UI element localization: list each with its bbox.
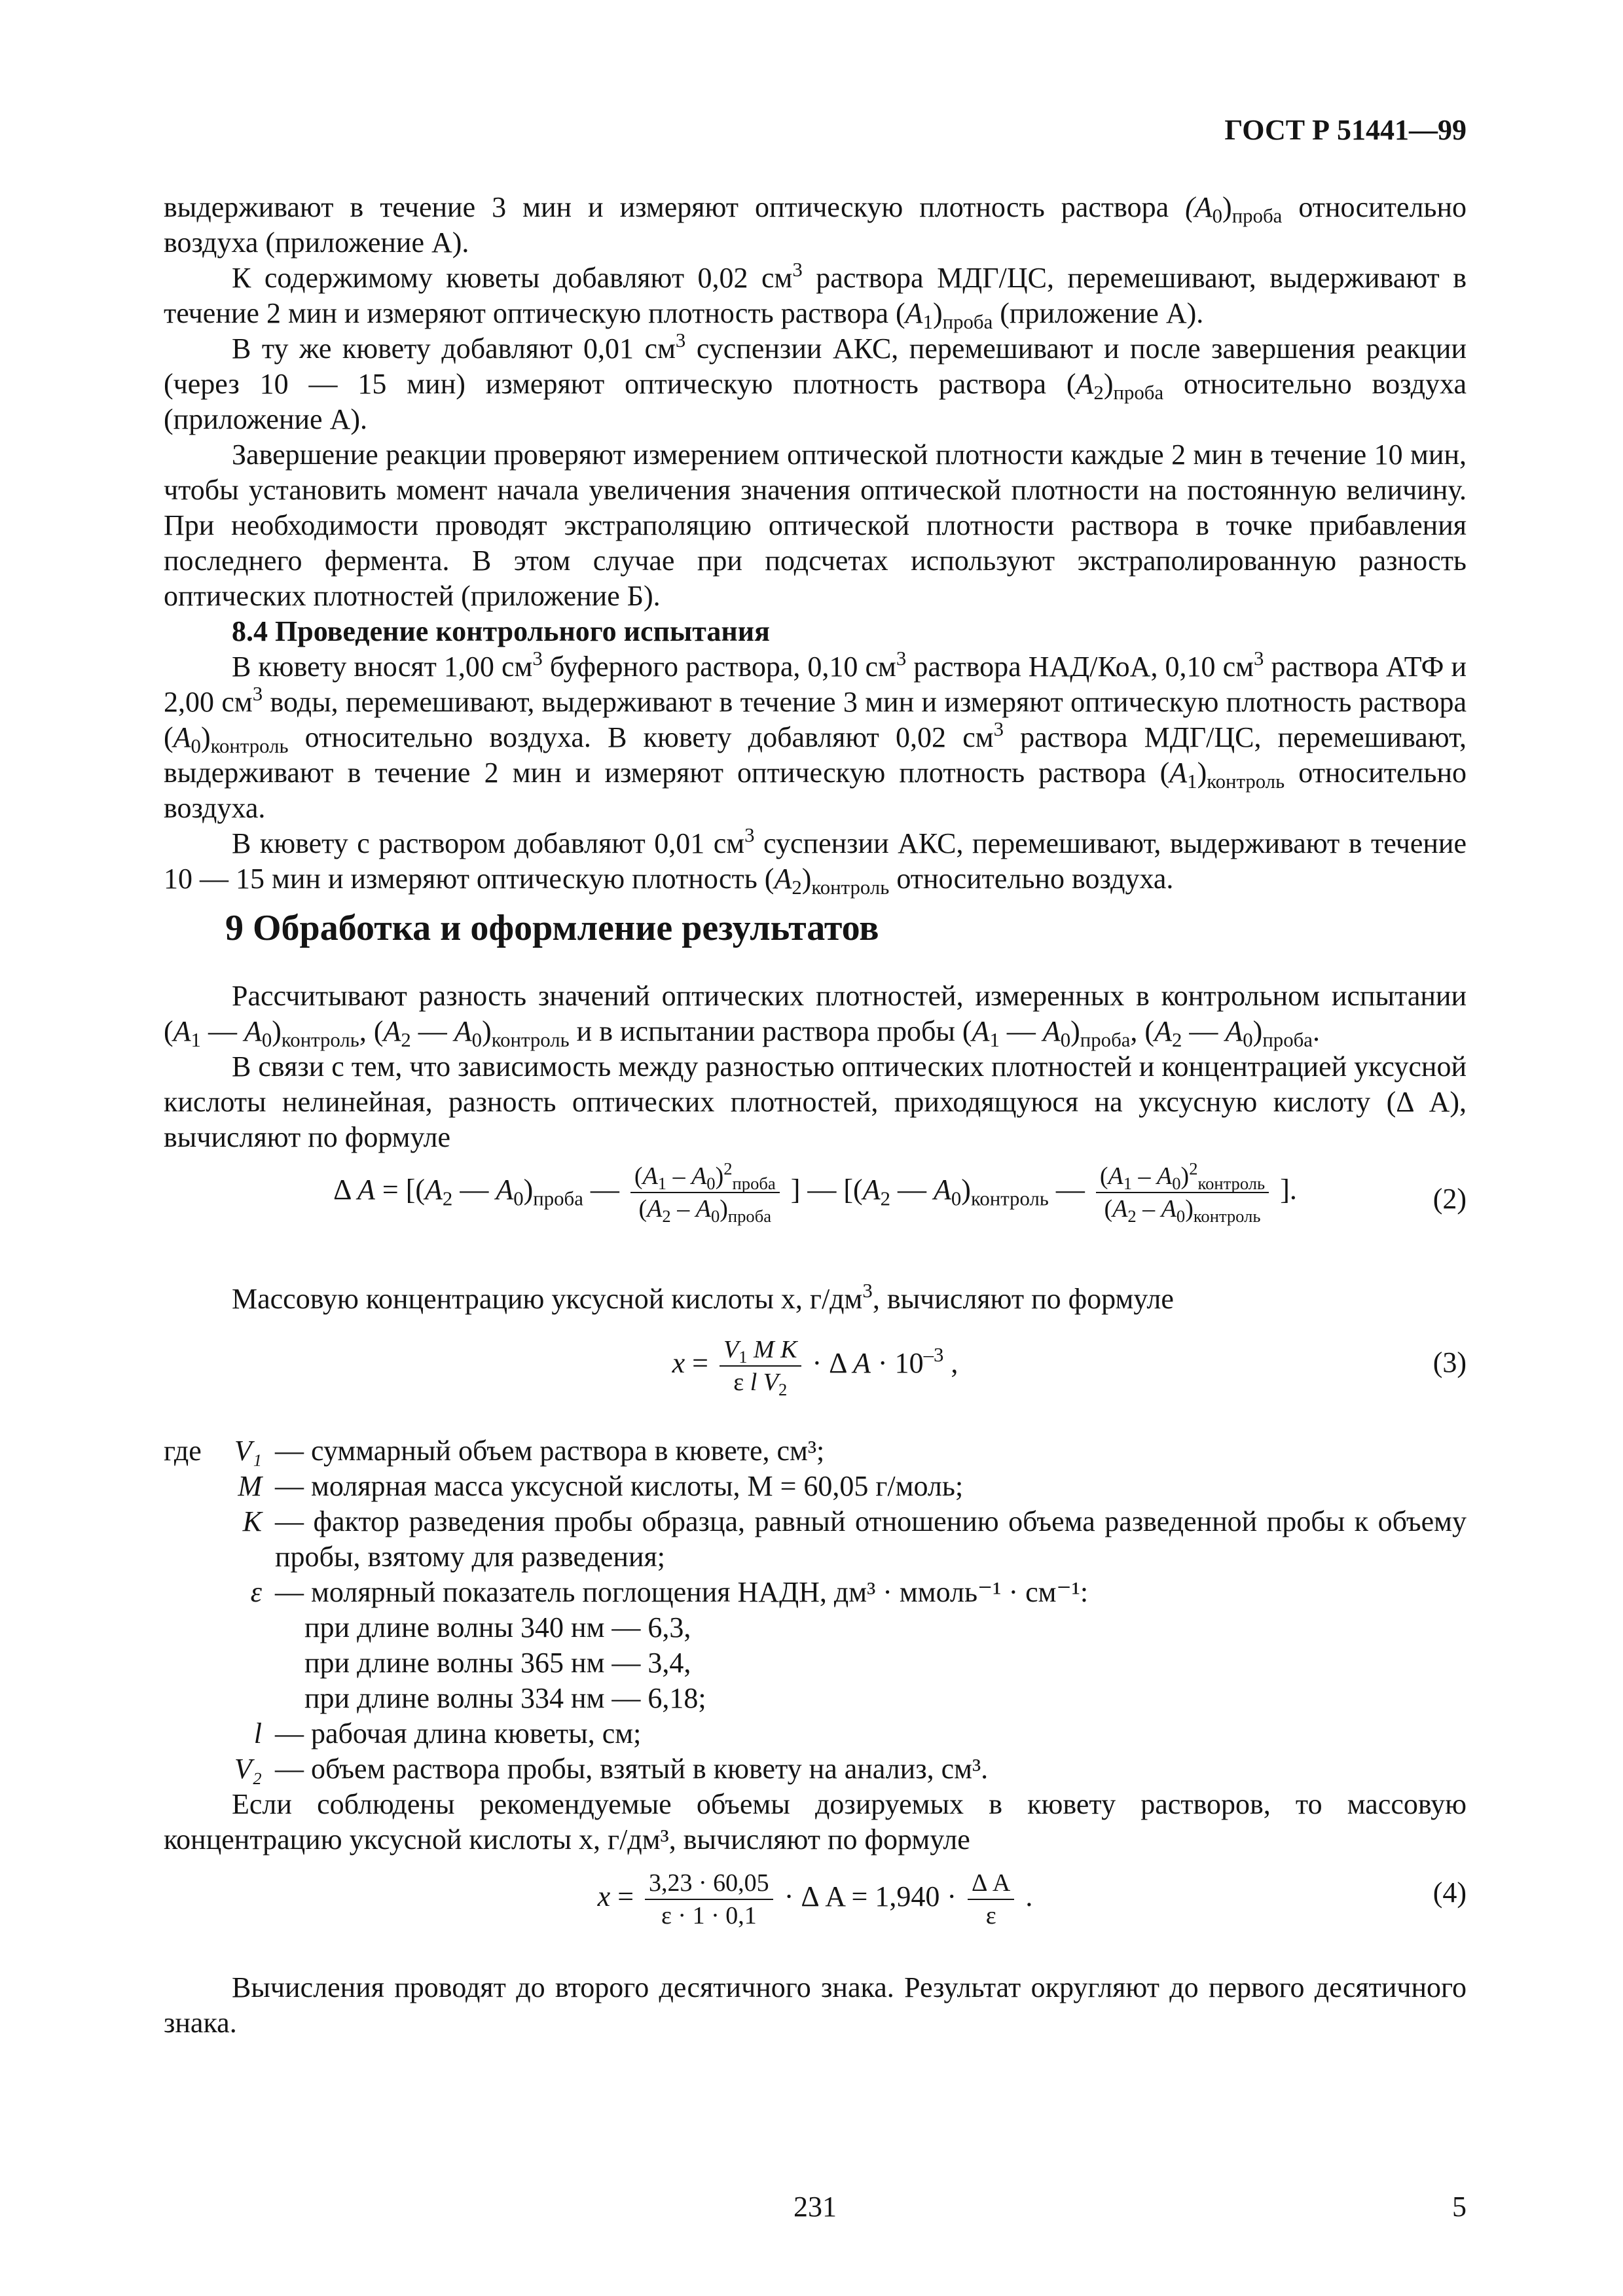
wavelength-line: при длине волны 334 нм — 6,18; [304,1682,706,1714]
page-number-center: 231 [793,2191,837,2223]
wavelength-line: при длине волны 340 нм — 6,3, [304,1611,691,1643]
paragraph-9-2: В связи с тем, что зависимость между разностью оптических плотностей и концентрацией уксусной кислоты нелинейная, разность оптических плотностей, приходящуюся на уксусную кислоту (Δ A), вычисляют по формуле [164,1050,1467,1153]
paragraph-1: выдерживают в течение 3 мин и измеряют оптическую плотность раствора $(A_0)_{проба}$ относительно воздуха (приложение А). [164,191,1467,259]
symbol-definitions [164,1433,1467,1857]
definition-row: V₂ — объем раствора пробы, взятый в кювету на анализ, см³. [234,1753,989,1785]
equation-number-4: (4) [1432,1876,1467,1909]
document-header: ГОСТ Р 51441—99 [1224,114,1467,146]
document-page [164,0,1467,2296]
paragraph-4: Завершение реакции проверяют измерением оптической плотности каждые 2 мин в течение 10 мин, чтобы установить момент начала увеличения значения оптической плотности на постоянную величину. При необходимости проводят экстраполяцию оптической плотности раствора в точке прибавления последнего фермента. В этом случае при подсчетах используют экстраполированную разность оптических плотностей (приложение Б). [164,439,1467,612]
subsection-heading-8-4: 8.4 Проведение контрольного испытания [232,615,770,647]
formula-4: x = $\frac{3,23 \cdot 60,05}{\varepsilon \cdot 1 \cdot 0,1}$ · Δ A = 1,940 · $\frac{\text{Δ A}}{\varepsilon}$ . [597,1869,1033,1929]
paragraph-9-4: Если соблюдены рекомендуемые объемы дозируемых в кювету растворов, то массовую концентрацию уксусной кислоты x, г/дм³, вычисляют по формуле [164,1788,1467,1856]
formula-2: Δ $A = [(A_2$ — $A_0)_{проба}$ — $\frac{(A_1 - A_0)^2_{проба}}{(A_2 - A_0)_{проба}}$ ] — [($A_2$ — $A_0)_{контроль}$ — $\frac{(A_1 - A_0)^2_{контроль}}{(A_2 - A_0)_{контроль}}$ ]. [333,1158,1297,1226]
fraction-proba: $\frac{(A_1 - A_0)^2_{проба}}{(A_2 - A_0)_{проба}}$ [630,1162,780,1223]
paragraph-2: К содержимому кюветы добавляют 0,02 $см^3$ раствора МДГ/ЦС, перемешивают, выдерживают в течение 2 мин и измеряют оптическую плотность раствора $(A_1)_{проба}$ (приложение А). [164,259,1467,334]
paragraph-9-3: Массовую концентрацию уксусной кислоты x, $г/дм^3$, вычисляют по формуле [232,1280,1174,1315]
section-heading-9: 9 Обработка и оформление результатов [225,908,879,948]
paragraph-5: В кювету вносят 1,00 $см^3$ буферного раствора, 0,10 $см^3$ раствора НАД/КоА, 0,10 $см^3$ раствора АТФ и 2,00 $см^3$ воды, перемешивают, выдерживают в течение 3 мин и измеряют оптическую плотность раствора $(A_0)_{контроль}$ относительно воздуха. В кювету добавляют 0,02 $см^3$ раствора МДГ/ЦС, перемешивают, выдерживают в течение 2 мин и измеряют оптическую плотность раствора $(A_1)_{контроль}$ относительно воздуха. [164,647,1467,824]
definition-row: где V₁ — суммарный объем раствора в кювете, см³; [164,1435,825,1467]
paragraph-9-1: Рассчитывают разность значений оптических плотностей, измеренных в контрольном испытании ($A_1$ — $A_0)_{контроль}$, ($A_2$ — $A_0)_{контроль}$ и в испытании раствора пробы ($A_1$ — $A_0)_{проба}$, ($A_2$ — $A_0)_{проба}$. [164,980,1467,1052]
fraction-kontrol: $\frac{(A_1 - A_0)^2_{контроль}}{(A_2 - A_0)_{контроль}}$ [1096,1162,1269,1223]
equation-number-3: (3) [1432,1346,1467,1378]
wavelength-line: при длине волны 365 нм — 3,4, [304,1647,691,1679]
definition-row: ε — молярный показатель поглощения НАДН, дм³ · ммоль⁻¹ · см⁻¹: [250,1576,1089,1608]
formula-3: x = $\frac{V_1 M K}{\varepsilon l V_2}$ · Δ $A \cdot 10^{-3}$ , [672,1336,958,1399]
definition-row: l — рабочая длина кюветы, см; [253,1717,642,1749]
definition-row: M — молярная масса уксусной кислоты, M = 60,05 г/моль; [238,1470,964,1502]
fraction-formula-4: $\frac{3,23 \cdot 60,05}{\varepsilon \cdot 1 \cdot 0,1}$ [645,1869,773,1930]
paragraph-6: В кювету с раствором добавляют 0,01 $см^3$ суспензии АКС, перемешивают, выдерживают в течение 10 — 15 мин и измеряют оптическую плотность $(A_2)_{контроль}$ относительно воздуха. [164,824,1467,899]
fraction-formula-3: $\frac{V_1 M K}{\varepsilon l V_2}$ [720,1335,801,1397]
page-number-right: 5 [1452,2191,1467,2223]
fraction-formula-4b: $\frac{\text{Δ A}}{\varepsilon}$ [968,1869,1014,1930]
equation-number-2: (2) [1432,1183,1467,1215]
paragraph-3: В ту же кювету добавляют 0,01 $см^3$ суспензии АКС, перемешивают и после завершения реакции (через 10 — 15 мин) измеряют оптическую плотность раствора $(A_2)_{проба}$ относительно воздуха (приложение А). [164,329,1467,435]
definition-row: K — фактор разведения пробы образца, равный отношению объема разведенной пробы к объему пробы, взятому для разведения; [242,1505,1467,1573]
paragraph-9-5: Вычисления проводят до второго десятичного знака. Результат округляют до первого десятичного знака. [164,1971,1467,2039]
section8-block [164,190,1467,897]
section9-intro [164,978,1467,1155]
